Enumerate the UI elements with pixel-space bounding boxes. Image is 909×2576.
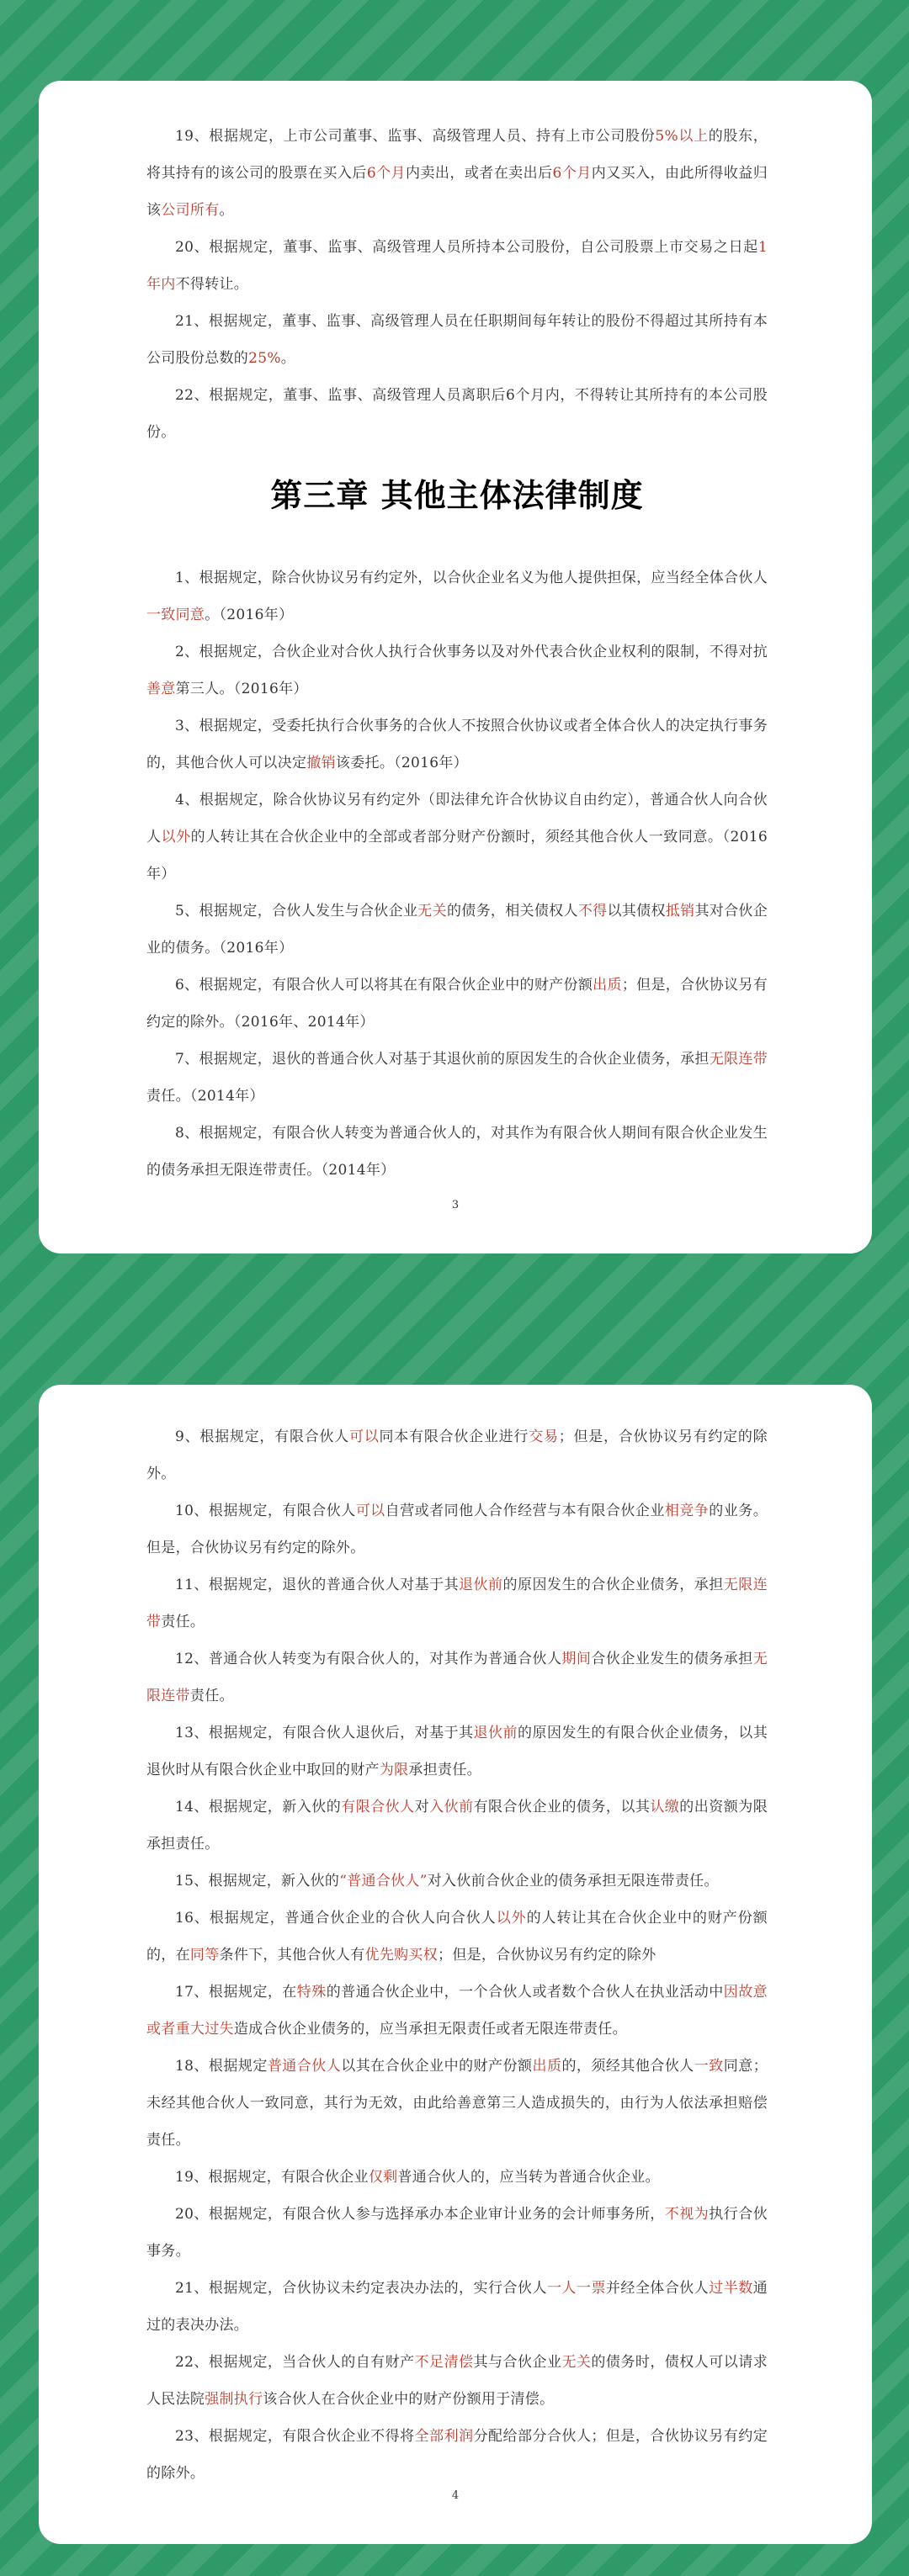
highlighted-text: 不足清偿	[414, 2354, 474, 2371]
highlighted-text: 全部利润	[414, 2428, 474, 2445]
highlighted-text: 特殊	[296, 1984, 327, 2001]
highlighted-text: 不得	[577, 903, 608, 920]
highlighted-text: 同等	[189, 1947, 220, 1964]
paragraph-text: 对入伙前合伙企业的债务承担无限连带责任。	[427, 1873, 719, 1890]
paragraph-text: 6、根据规定，有限合伙人可以将其在有限合伙企业中的财产份额	[175, 977, 593, 994]
clause-paragraph	[146, 782, 768, 893]
paragraph-text: 9、根据规定，有限合伙人	[175, 1428, 350, 1445]
highlighted-text: 不视为	[664, 2206, 710, 2223]
paragraph-text: ；但是，合伙协议另有约定的除外。（2016年、2014年）	[146, 977, 768, 1031]
highlighted-text: 公司所有	[161, 202, 220, 219]
paragraph-text: 执行合伙事务。	[146, 2206, 768, 2260]
paragraph-text: 条件下，其他合伙人有	[219, 1947, 365, 1964]
paragraph-text: 22、根据规定，董事、监事、高级管理人员离职后6个月内，不得转让其所持有的本公司股份。	[146, 387, 768, 441]
paragraph-text: 7、根据规定，退伙的普通合伙人对基于其退伙前的原因发生的合伙企业债务，承担	[175, 1051, 710, 1068]
paragraph-text: 的普通合伙企业中，一个合伙人或者数个合伙人在执业活动中	[326, 1984, 724, 2001]
clause-paragraph	[146, 1640, 768, 1715]
highlighted-text: 可以	[355, 1503, 385, 1519]
paragraph-text: 的原因发生的有限合伙企业债务，以其退伙时从有限合伙企业中取回的财产	[146, 1725, 768, 1778]
highlighted-text: 为限	[379, 1762, 409, 1778]
highlighted-text: 一致同意	[146, 607, 205, 623]
paragraph-text: 23、根据规定，有限合伙企业不得将	[175, 2428, 415, 2445]
highlighted-text: 入伙前	[429, 1799, 474, 1815]
highlighted-text: 交易	[529, 1428, 559, 1445]
paragraph-text: 的人转让其在合伙企业中的财产份额的，在	[146, 1910, 768, 1964]
paragraph-text: 该合伙人在合伙企业中的财产份额用于清偿。	[263, 2391, 555, 2408]
paragraph-text: 的出资额为限承担责任。	[146, 1799, 768, 1852]
paragraph-text: 5、根据规定，合伙人发生与合伙企业	[175, 903, 418, 920]
paragraph-text: 12、普通合伙人转变为有限合伙人的，对其作为普通合伙人	[175, 1651, 562, 1667]
highlighted-text: 退伙前	[473, 1725, 518, 1741]
chapter-heading: 第三章 其他主体法律制度	[270, 477, 644, 514]
paragraph-text: 2、根据规定，合伙企业对合伙人执行合伙事务以及对外代表合伙企业权利的限制，不得对抗	[175, 644, 768, 660]
paragraph-text: 其对合伙企业的债务。（2016年）	[146, 903, 768, 957]
clause-paragraph	[146, 2270, 768, 2344]
paragraph-text: 13、根据规定，有限合伙人退伙后，对基于其	[175, 1725, 474, 1741]
highlighted-text: 1年内	[146, 239, 768, 293]
highlighted-text: 善意	[146, 681, 176, 697]
paragraph-text: 19、根据规定，有限合伙企业	[175, 2169, 369, 2186]
clause-paragraph	[146, 1492, 768, 1566]
paragraph-text: 通过的表决办法。	[146, 2280, 768, 2334]
highlighted-text: 一人一票	[546, 2280, 606, 2297]
paragraph-text: 10、根据规定，有限合伙人	[175, 1503, 356, 1519]
page-number: 3	[451, 1199, 460, 1211]
paragraph-text: 19、根据规定，上市公司董事、监事、高级管理人员、持有上市公司股份	[175, 128, 656, 145]
paragraph-text: 责任。（2014年）	[146, 1088, 264, 1105]
clause-paragraph	[146, 2048, 768, 2159]
paragraph-text: 承担责任。	[408, 1762, 481, 1778]
highlighted-text: 过半数	[709, 2280, 753, 2297]
page-number: 4	[451, 2489, 460, 2502]
paragraph-text: 8、根据规定，有限合伙人转变为普通合伙人的，对其作为有限合伙人期间有限合伙企业发生的债务承担无限连带责任。（2014年）	[146, 1125, 768, 1179]
document-page	[39, 81, 872, 1254]
clause-paragraph	[146, 1418, 768, 1492]
clause-paragraph	[146, 1715, 768, 1789]
clause-paragraph	[146, 559, 768, 633]
clause-paragraph	[146, 118, 768, 229]
paragraph-text: 分配给部分合伙人；但是，合伙协议另有约定的除外。	[146, 2428, 768, 2482]
paragraph-text: 自营或者同他人合作经营与本有限合伙企业	[385, 1503, 665, 1519]
paragraph-text: 21、根据规定，合伙协议未约定表决办法的，实行合伙人	[175, 2280, 547, 2297]
clause-paragraph	[146, 2418, 768, 2492]
highlighted-text: 相竞争	[664, 1503, 710, 1519]
paragraph-text: 14、根据规定，新入伙的	[175, 1799, 342, 1815]
highlighted-text: 以外	[496, 1910, 527, 1927]
clause-paragraph	[146, 1115, 768, 1189]
paragraph-text: 其与合伙企业	[473, 2354, 562, 2371]
paragraph-text: 的，须经其他合伙人	[561, 2058, 694, 2075]
clause-paragraph	[146, 967, 768, 1041]
highlighted-text: 可以	[349, 1428, 380, 1445]
highlighted-text: 无限连带	[709, 1051, 768, 1068]
clause-paragraph	[146, 2159, 768, 2196]
clause-paragraph	[146, 1566, 768, 1640]
paragraph-text: 以其债权	[607, 903, 666, 920]
highlighted-text: 无限连带	[146, 1577, 768, 1630]
highlighted-text: 以外	[161, 829, 191, 845]
paragraph-text: 内卖出，或者在卖出后	[406, 165, 553, 182]
paragraph-text: 责任。	[161, 1614, 205, 1630]
paragraph-text: 17、根据规定，在	[175, 1984, 297, 2001]
paragraph-text: 18、根据规定	[175, 2058, 268, 2075]
clause-paragraph	[146, 633, 768, 708]
highlighted-text: 优先购买权	[364, 1947, 439, 1964]
paragraph-text: 责任。	[189, 1688, 234, 1704]
paragraph-text: 20、根据规定，有限合伙人参与选择承办本企业审计业务的会计师事务所，	[175, 2206, 665, 2223]
clause-paragraph	[146, 229, 768, 303]
page-content	[146, 1418, 768, 2492]
paragraph-text: 22、根据规定，当合伙人的自有财产	[175, 2354, 415, 2371]
clause-paragraph	[146, 1900, 768, 1974]
paragraph-text: 。	[219, 202, 234, 219]
highlighted-text: 普通合伙人	[267, 2058, 342, 2075]
paragraph-text: 第三人。（2016年）	[175, 681, 308, 697]
highlighted-text: 6个月	[552, 165, 592, 182]
highlighted-text: 有限合伙人	[341, 1799, 415, 1815]
clause-paragraph	[146, 1863, 768, 1900]
paragraph-text: 。（2016年）	[205, 607, 294, 623]
clause-paragraph	[146, 2196, 768, 2270]
paragraph-text: 该委托。（2016年）	[335, 755, 468, 771]
highlighted-text: “普通合伙人”	[339, 1873, 428, 1890]
paragraph-text: 。	[280, 350, 296, 367]
highlighted-text: 仅剩	[368, 2169, 398, 2186]
paragraph-text: 对	[414, 1799, 430, 1815]
paragraph-text: 普通合伙人的，应当转为普通合伙企业。	[397, 2169, 660, 2186]
paragraph-text: 同本有限合伙企业进行	[379, 1428, 529, 1445]
highlighted-text: 因故意或者重大过失	[146, 1984, 768, 2038]
highlighted-text: 5%以上	[655, 128, 709, 145]
paragraph-text: ；但是，合伙协议另有约定的除外	[438, 1947, 656, 1964]
paragraph-text: 15、根据规定，新入伙的	[175, 1873, 340, 1890]
clause-paragraph	[146, 303, 768, 377]
paragraph-text: 同意；未经其他合伙人一致同意，其行为无效，由此给善意第三人造成损失的，由行为人依法承担赔偿责任。	[146, 2058, 768, 2149]
document-page	[39, 1385, 872, 2544]
paragraph-text: 4、根据规定，除合伙协议另有约定外（即法律允许合伙协议自由约定），普通合伙人向合伙人	[146, 792, 768, 845]
highlighted-text: 无限连带	[146, 1651, 768, 1704]
clause-paragraph	[146, 2344, 768, 2418]
clause-paragraph	[146, 893, 768, 967]
clause-paragraph	[146, 708, 768, 782]
paragraph-text: 的债务，相关债权人	[446, 903, 578, 920]
paragraph-text: 20、根据规定，董事、监事、高级管理人员所持本公司股份，自公司股票上市交易之日起	[175, 239, 758, 256]
highlighted-text: 一致	[694, 2058, 724, 2075]
clause-paragraph	[146, 1974, 768, 2048]
paragraph-text: 3、根据规定，受委托执行合伙事务的合伙人不按照合伙协议或者全体合伙人的决定执行事务的，其他合伙人可以决定	[146, 718, 768, 771]
paragraph-text: 的股东，将其持有的该公司的股票在买入后	[146, 128, 768, 182]
paragraph-text: 11、根据规定，退伙的普通合伙人对基于其	[175, 1577, 460, 1593]
page-content	[146, 118, 768, 1189]
highlighted-text: 退伙前	[459, 1577, 503, 1593]
paragraph-text: 有限合伙企业的债务，以其	[473, 1799, 651, 1815]
highlighted-text: 出质	[593, 977, 622, 994]
paragraph-text: 不得转让。	[175, 276, 249, 293]
paragraph-text: 16、根据规定，普通合伙企业的合伙人向合伙人	[175, 1910, 497, 1927]
paragraph-text: 1、根据规定，除合伙协议另有约定外，以合伙企业名义为他人提供担保，应当经全体合伙人	[175, 570, 768, 586]
highlighted-text: 无关	[561, 2354, 592, 2371]
clause-paragraph	[146, 1041, 768, 1115]
paragraph-text: 21、根据规定，董事、监事、高级管理人员在任职期间每年转让的股份不得超过其所持有本公司股份总数的	[146, 313, 768, 367]
highlighted-text: 6个月	[366, 165, 406, 182]
paragraph-text: 内又买入，由此所得收益归该	[146, 165, 768, 219]
paragraph-text: 造成合伙企业债务的，应当承担无限责任或者无限连带责任。	[233, 2021, 627, 2038]
paragraph-text: ；但是，合伙协议另有约定的除外。	[146, 1428, 768, 1482]
paragraph-text: 并经全体合伙人	[605, 2280, 710, 2297]
paragraph-text: 以其在合伙企业中的财产份额	[341, 2058, 533, 2075]
highlighted-text: 撤销	[306, 755, 336, 771]
clause-paragraph	[146, 1789, 768, 1863]
highlighted-text: 认缴	[650, 1799, 680, 1815]
highlighted-text: 抵销	[665, 903, 695, 920]
paragraph-text: 合伙企业发生的债务承担	[591, 1651, 753, 1667]
paragraph-text: 的人转让其在合伙企业中的全部或者部分财产份额时，须经其他合伙人一致同意。（2016年）	[146, 829, 768, 883]
paragraph-text: 的业务。但是，合伙协议另有约定的除外。	[146, 1503, 768, 1556]
highlighted-text: 出质	[532, 2058, 562, 2075]
highlighted-text: 强制执行	[205, 2391, 263, 2408]
clause-paragraph	[146, 377, 768, 451]
highlighted-text: 期间	[561, 1651, 592, 1667]
highlighted-text: 无关	[417, 903, 447, 920]
paragraph-text: 的债务时，债权人可以请求人民法院	[146, 2354, 768, 2408]
paragraph-text: 的原因发生的合伙企业债务，承担	[502, 1577, 724, 1593]
highlighted-text: 25%	[248, 350, 281, 367]
